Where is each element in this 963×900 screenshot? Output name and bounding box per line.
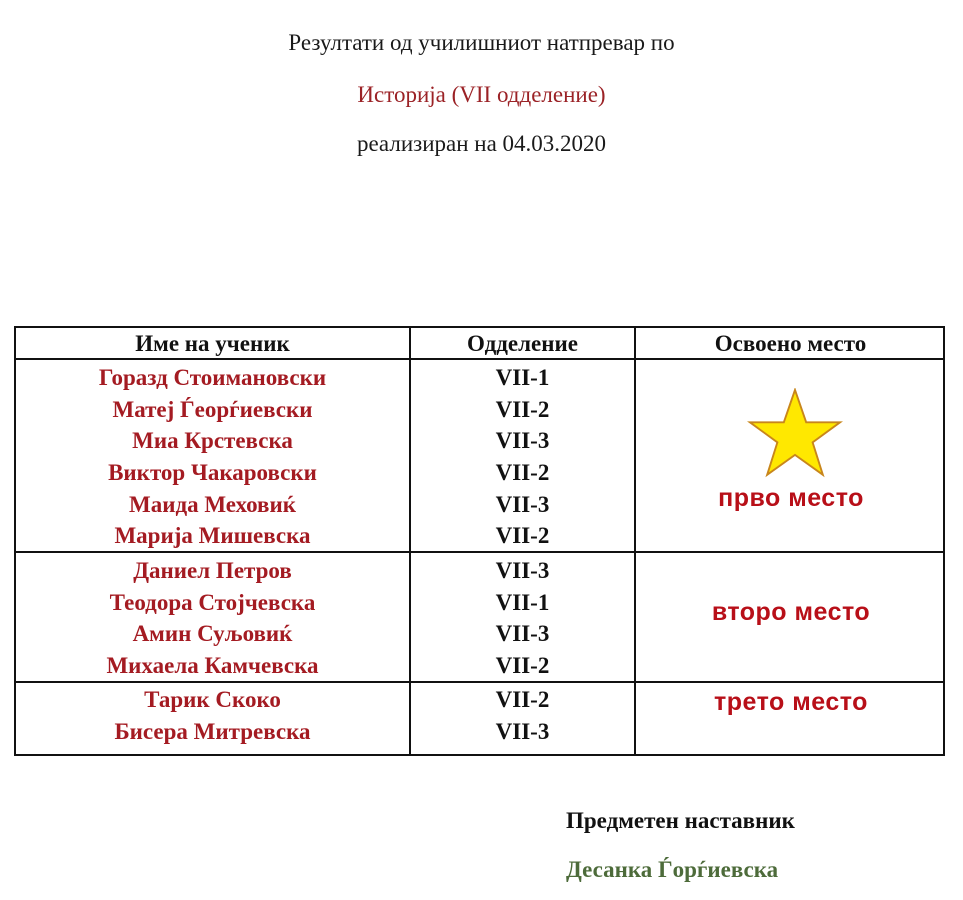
student-class: VII-3 <box>495 621 550 647</box>
student-name: Марија Мишевска <box>114 523 311 549</box>
place-label-second: второ место <box>711 598 871 626</box>
results-table <box>14 326 945 756</box>
column-header-student-name: Име на ученик <box>135 331 290 356</box>
title-line: Резултати од училишниот натпревар по <box>288 30 675 55</box>
student-class: VII-2 <box>495 687 550 712</box>
date-line: реализиран на 04.03.2020 <box>356 131 607 156</box>
student-name: Теодора Стојчевска <box>109 589 316 615</box>
column-header-place: Освоено место <box>714 331 867 356</box>
place-label-third: трето место <box>714 688 868 716</box>
student-name: Маида Меховиќ <box>129 491 296 517</box>
student-name: Виктор Чакаровски <box>108 460 317 486</box>
student-class: VII-1 <box>495 589 550 615</box>
student-class: VII-3 <box>495 428 550 454</box>
student-name: Даниел Петров <box>133 558 292 583</box>
student-class: VII-3 <box>495 718 550 744</box>
student-class: VII-2 <box>495 396 550 422</box>
student-name: Тарик Скоко <box>144 687 281 712</box>
teacher-title: Предметен наставник <box>566 808 795 833</box>
student-class: VII-3 <box>495 558 550 583</box>
student-name: Матеј Ѓеорѓиевски <box>112 396 313 422</box>
group-third-classes <box>411 684 634 747</box>
student-class: VII-2 <box>495 523 550 549</box>
group-second-classes <box>411 555 634 682</box>
column-header-class: Одделение <box>467 331 578 356</box>
student-name: Амин Суљовиќ <box>132 621 293 647</box>
student-class: VII-3 <box>495 491 550 517</box>
group-first-classes <box>411 362 634 552</box>
group-third-names <box>16 684 409 747</box>
group-second-names <box>16 555 409 682</box>
student-class: VII-2 <box>495 460 550 486</box>
star-icon <box>744 388 846 478</box>
student-name: Горазд Стоимановски <box>98 365 327 390</box>
student-class: VII-1 <box>495 365 550 390</box>
group-first-names <box>16 362 409 552</box>
student-name: Бисера Митревска <box>114 718 311 744</box>
student-name: Миа Крстевска <box>132 428 293 454</box>
student-class: VII-2 <box>495 653 550 679</box>
student-name: Михаела Камчевска <box>106 653 319 679</box>
teacher-name: Десанка Ѓорѓиевска <box>566 857 779 882</box>
subject-line: Историја (VII одделение) <box>357 82 606 107</box>
place-label-first: прво место <box>718 484 864 512</box>
